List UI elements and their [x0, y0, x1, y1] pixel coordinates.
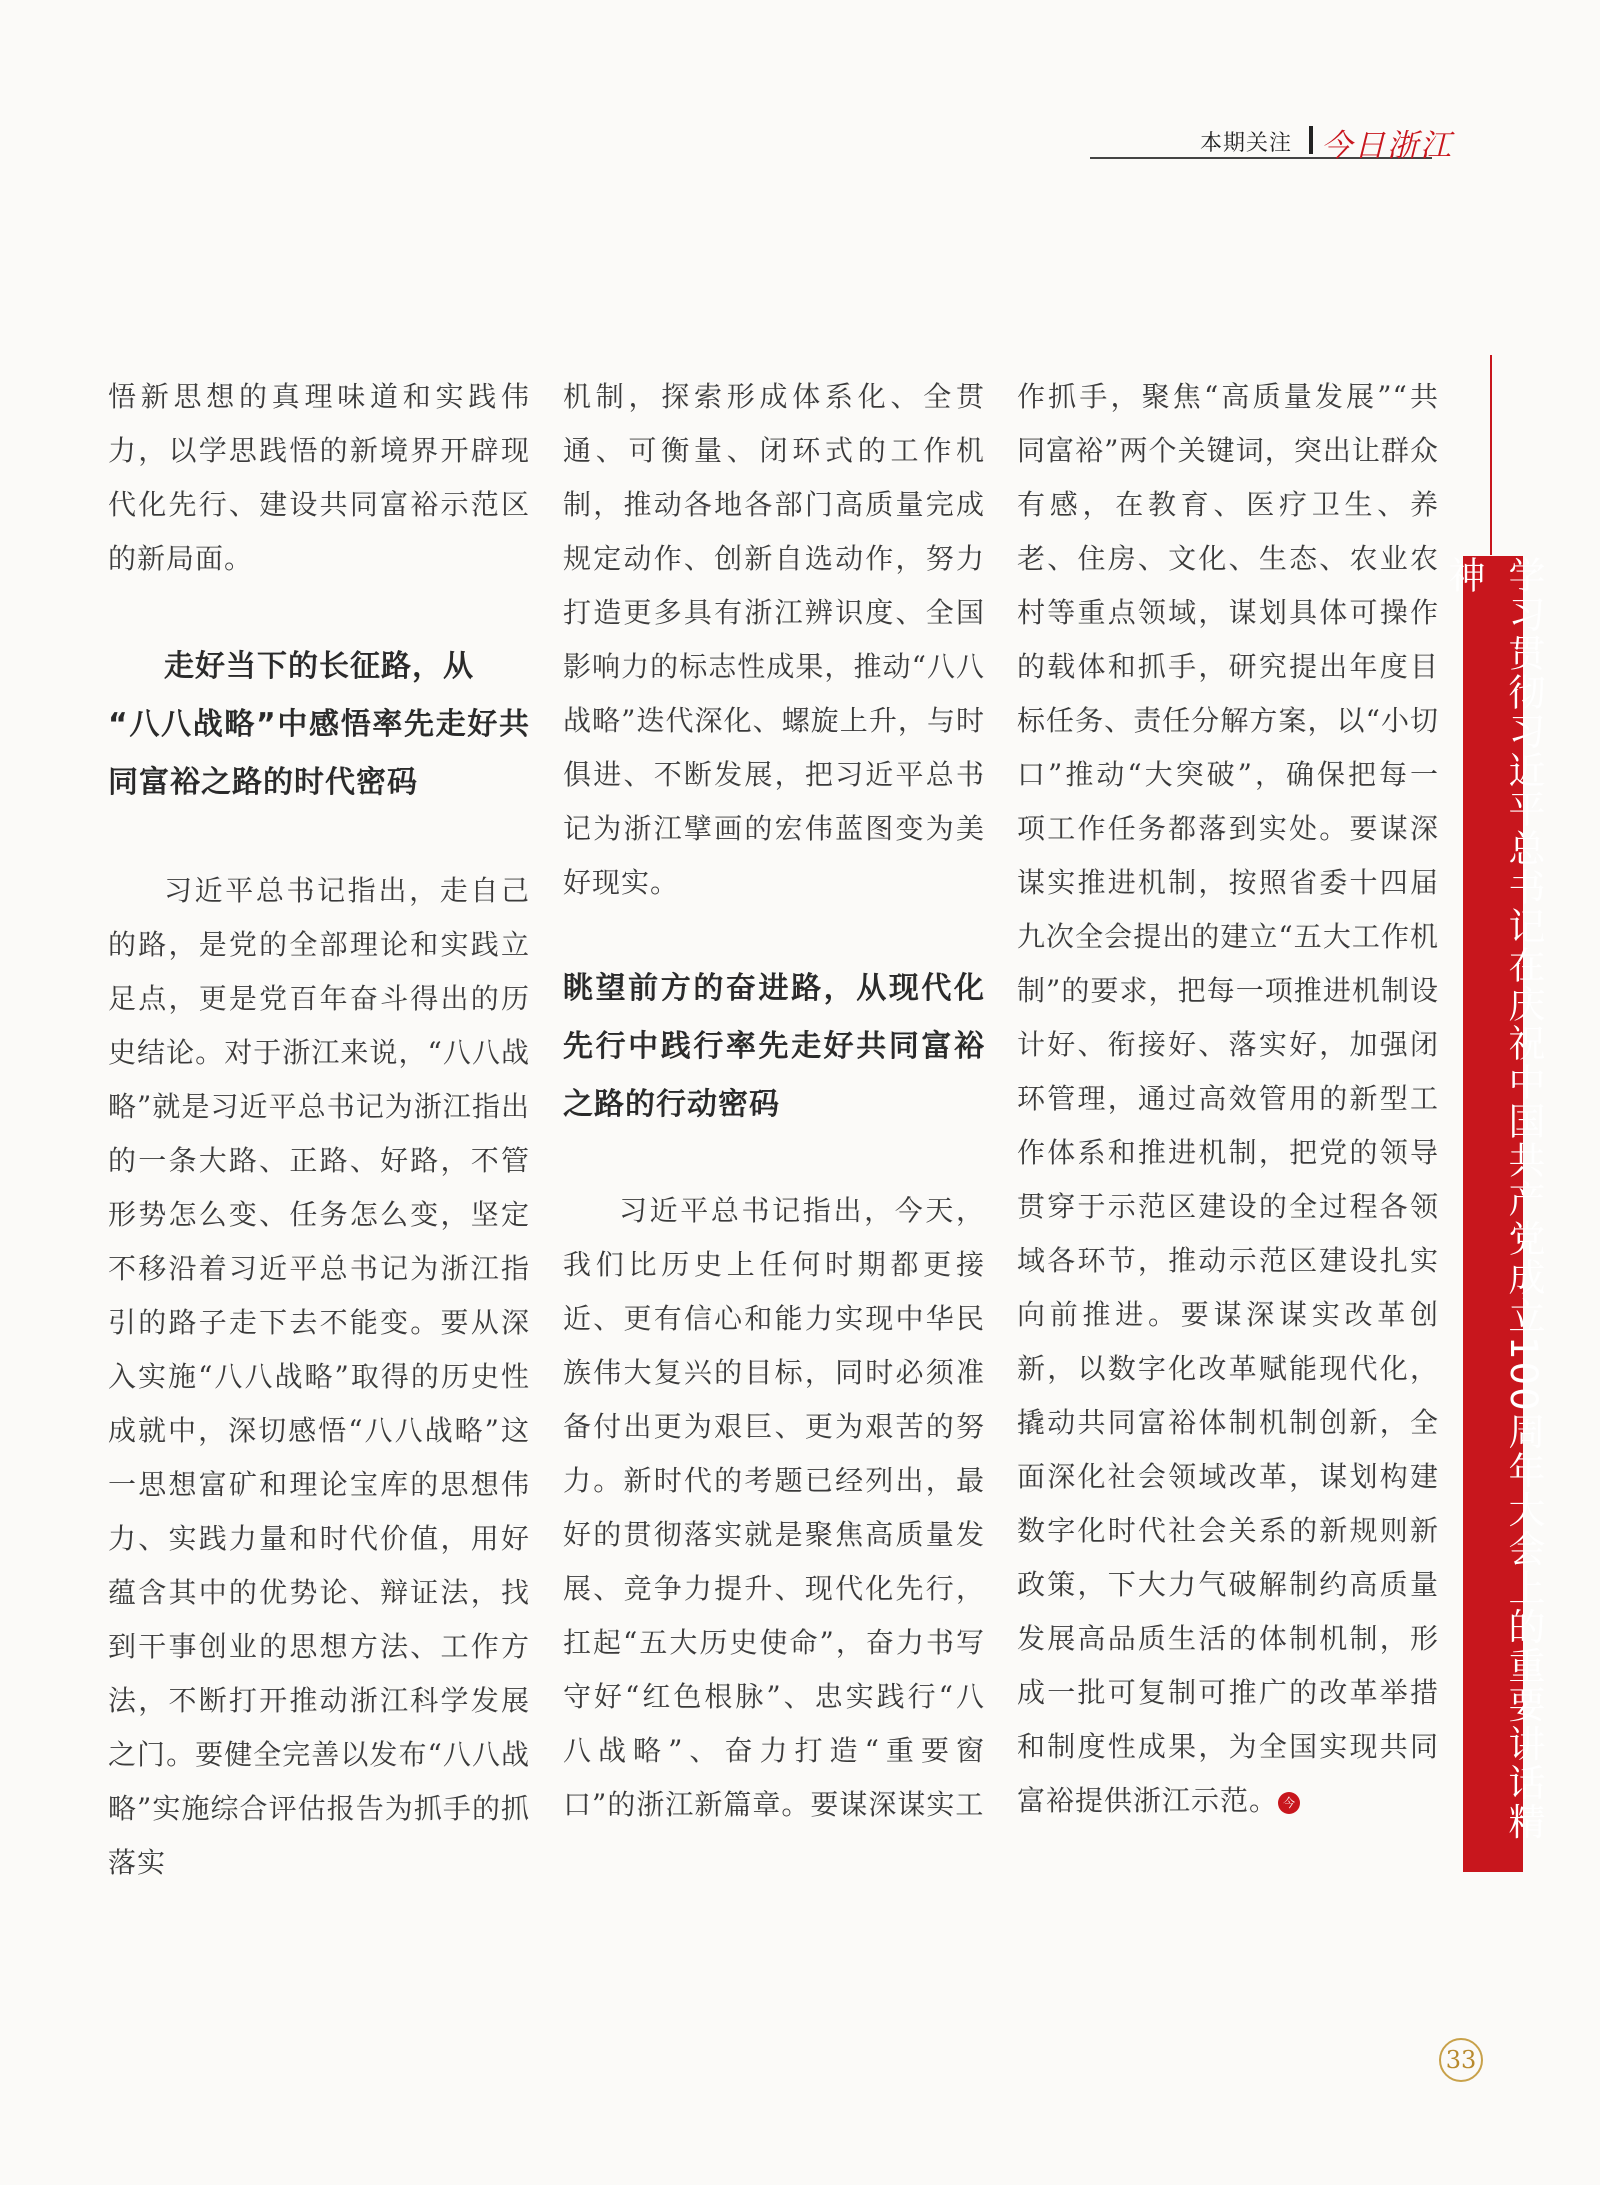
column-3: [1017, 370, 1439, 1828]
heading-continuation: “八八战略”中感悟率先走好共同富裕之路的时代密码: [108, 707, 530, 800]
paragraph: 习近平总书记指出，走自己的路，是党的全部理论和实践立足点，更是党百年奋斗得出的历史结论。对于浙江来说，“八八战略”就是习近平总书记为浙江指出的一条大路、正路、好路，不管形势怎么变、任务怎么变，坚定不移沿着习近平总书记为浙江指引的路子走下去不能变。要从深入实施“八八战略”取得的历史性成就中，深切感悟“八八战略”这一思想富矿和理论宝库的思想伟力、实践力量和时代价值，用好蕴含其中的优势论、辩证法，找到干事创业的思想方法、工作方法，不断打开推动浙江科学发展之门。要健全完善以发布“八八战略”实施综合评估报告为抓手的抓落实: [108, 874, 530, 1879]
end-mark-icon: 今: [1278, 1792, 1300, 1814]
magazine-logo: 今日浙江: [1321, 128, 1453, 164]
side-banner: [1442, 556, 1545, 1872]
paragraph: 机制，探索形成体系化、全贯通、可衡量、闭环式的工作机制，推动各地各部门高质量完成规定动作、创新自选动作，努力打造更多具有浙江辨识度、全国影响力的标志性成果，推动“八八战略”迭代深化、螺旋上升，与时俱进、不断发展，把习近平总书记为浙江擘画的宏伟蓝图变为美好现实。: [563, 380, 985, 899]
paragraph: 悟新思想的真理味道和实践伟力，以学思践悟的新境界开辟现代化先行、建设共同富裕示范区的新局面。: [108, 380, 530, 575]
column-1: [108, 370, 530, 1890]
paragraph-text: 作抓手，聚焦“高质量发展”“共同富裕”两个关键词，突出让群众有感，在教育、医疗卫生、养老、住房、文化、生态、农业农村等重点领域，谋划具体可操作的载体和抓手，研究提出年度目标任务、责任分解方案，以“小切口”推动“大突破”，确保把每一项工作任务都落到实处。要谋深谋实推进机制，按照省委十四届九次全会提出的建立“五大工作机制”的要求，把每一项推进机制设计好、衔接好、落实好，加强闭环管理，通过高效管用的新型工作体系和推进机制，把党的领导贯穿于示范区建设的全过程各领域各环节，推动示范区建设扎实向前推进。要谋深谋实改革创新，以数字化改革赋能现代化，撬动共同富裕体制机制创新，全面深化社会领域改革，谋划构建数字化时代社会关系的新规则新政策，下大力气破解制约高质量发展高品质生活的体制机制，形成一批可复制可推广的改革举措和制度性成果，为全国实现共同富裕提供浙江示范。: [1017, 380, 1439, 1817]
section-heading: 眺望前方的奋进路，从现代化先行中践行率先走好共同富裕之路的行动密码: [563, 971, 985, 1122]
column-2: [563, 370, 985, 1832]
section-label: 本期关注: [1200, 131, 1293, 156]
page-number: 33: [1439, 2038, 1483, 2082]
header-divider: [1309, 126, 1313, 154]
side-rule: [1490, 355, 1492, 555]
heading-line: 走好当下的长征路，从: [164, 649, 474, 684]
section-heading: [108, 638, 530, 812]
paragraph: 习近平总书记指出，今天，我们比历史上任何时期都更接近、更有信心和能力实现中华民族伟大复兴的目标，同时必须准备付出更为艰巨、更为艰苦的努力。新时代的考题已经列出，最好的贯彻落实就是聚焦高质量发展、竞争力提升、现代化先行，扛起“五大历史使命”，奋力书写守好“红色根脉”、忠实践行“八八战略”、奋力打造“重要窗口”的浙江新篇章。要谋深谋实工: [563, 1194, 985, 1821]
paragraph: [1017, 370, 1439, 1828]
side-banner-text: 学习贯彻习近平总书记在庆祝中国共产党成立100周年大会上的重要讲话精神: [1442, 556, 1545, 1842]
